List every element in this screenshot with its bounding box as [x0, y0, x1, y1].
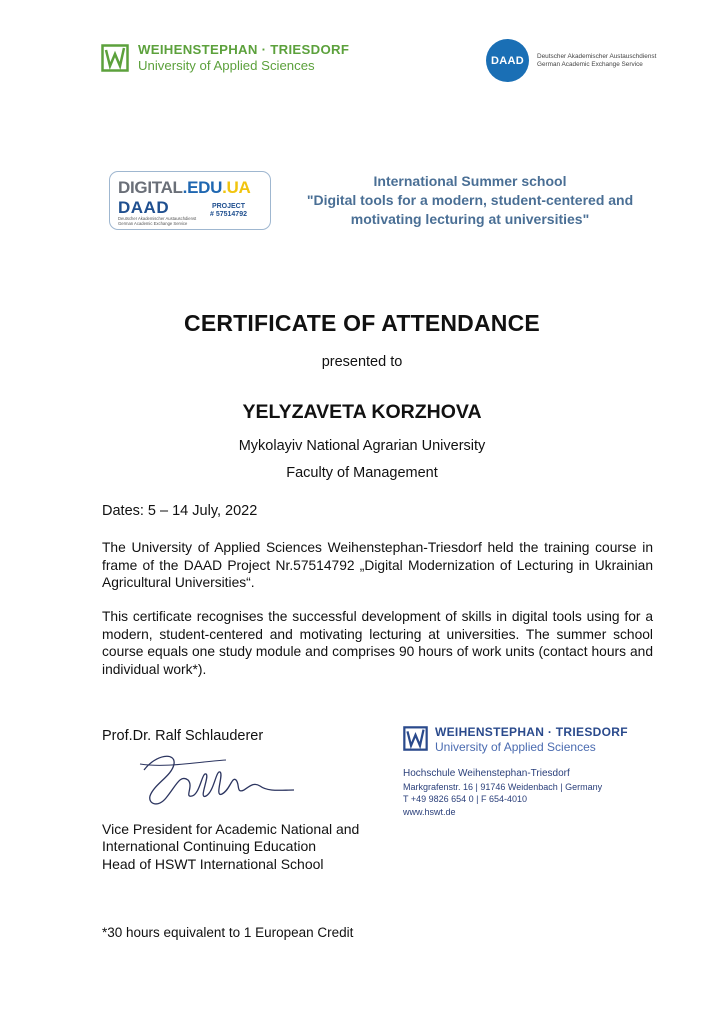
- digital-edu-badge: [109, 171, 271, 230]
- signer-role: Vice President for Academic National and International Continuing Education Head of HSWT International School: [102, 821, 360, 872]
- stamp-subtitle: University of Applied Sciences: [435, 740, 596, 754]
- signer-name: Prof.Dr. Ralf Schlauderer: [102, 728, 264, 744]
- stamp-name: WEIHENSTEPHAN · TRIESDORF: [435, 725, 628, 739]
- daad-line2: German Academic Exchange Service: [537, 61, 643, 68]
- badge-project: PROJECT # 57514792: [210, 203, 247, 219]
- daad-logo: DAAD: [486, 39, 529, 82]
- recipient-name: YELYZAVETA KORZHOVA: [242, 401, 482, 423]
- footnote: *30 hours equivalent to 1 European Credit: [102, 925, 354, 940]
- hswt-logo-text: [138, 43, 349, 72]
- recipient-university: Mykolayiv National Agrarian University: [238, 438, 486, 454]
- certificate-title: CERTIFICATE OF ATTENDANCE: [184, 310, 540, 336]
- handwritten-signature: [136, 750, 301, 812]
- course-description: The University of Applied Sciences Weihenstephan-Triesdorf held the training course in frame of the DAAD Project Nr.57514792 „Digital Modernization of Lecturing in Ukrainian Agricultural Universities“.: [102, 540, 653, 590]
- daad-line1: Deutscher Akademischer Austauschdienst: [537, 53, 657, 60]
- badge-small-text: Deutscher Akademischer Austauschdienst German Academic Exchange Service: [118, 216, 197, 227]
- hswt-logo-icon: [101, 44, 129, 72]
- badge-daad: DAAD: [118, 198, 170, 217]
- course-dates: Dates: 5 – 14 July, 2022: [102, 503, 258, 519]
- hswt-subtitle: University of Applied Sciences: [138, 58, 315, 74]
- recipient-faculty: Faculty of Management: [286, 465, 438, 481]
- badge-title: DIGITAL.EDU.UA: [118, 178, 251, 197]
- presented-to: presented to: [321, 354, 403, 370]
- daad-text: [537, 53, 656, 69]
- stamp-address: Hochschule Weihenstephan-Triesdorf Markgrafenstr. 16 | 91746 Weidenbach | Germany T +49 9826 654 0 | F 654-4010 www.hswt.de: [403, 768, 603, 817]
- stamp-logo-icon: [403, 726, 428, 751]
- recognition-statement: This certificate recognises the successful development of skills in digital tools using for a modern, student-centered and motivating lecturing at universities. The summer school course equals one study module and comprises 90 hours of work units (contact hours and individual work*).: [102, 609, 653, 677]
- summer-school-title: International Summer school "Digital tools for a modern, student-centered and motivating lecturing at universities": [306, 173, 634, 227]
- hswt-name: WEIHENSTEPHAN · TRIESDORF: [138, 42, 350, 57]
